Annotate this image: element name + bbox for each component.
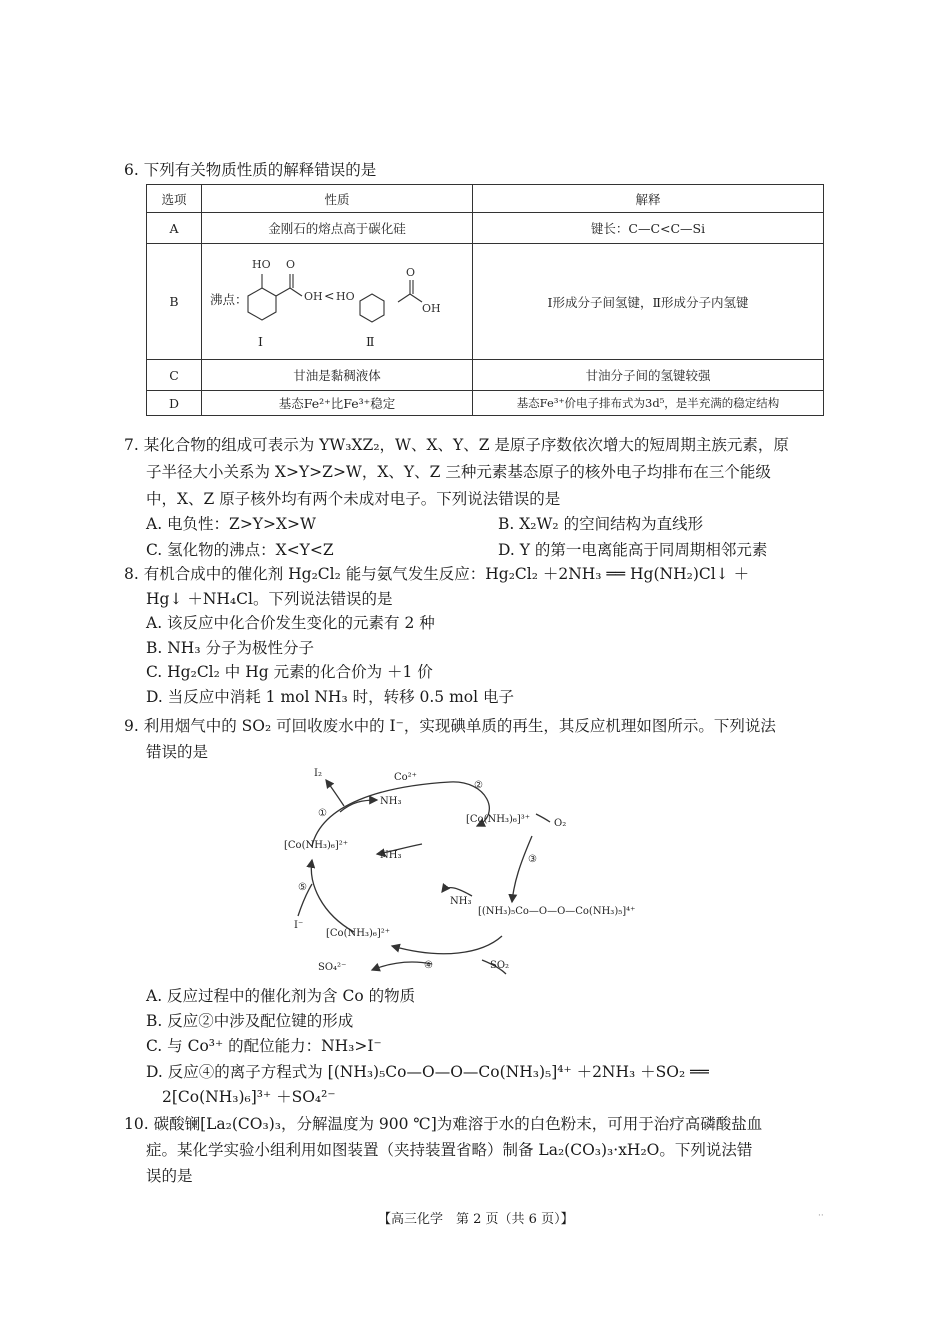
q10-line-3: 误的是: [146, 1167, 193, 1185]
arc-top: [312, 782, 489, 846]
benzene-ring-2: [360, 294, 384, 322]
step-1: ①: [318, 808, 327, 819]
row-b-property: [202, 244, 473, 360]
q9-line-2: 错误的是: [146, 743, 209, 761]
q6-table: [146, 184, 824, 416]
label-complex-c: [(NH₃)₅Co—O—O—Co(NH₃)₅]⁴⁺: [478, 906, 636, 917]
table-row: [147, 244, 824, 360]
mol1-oh: OH: [304, 290, 323, 303]
label-nh3-a: NH₃: [380, 796, 402, 807]
mol2-ho: HO: [336, 290, 355, 303]
label-co2: Co²⁺: [394, 772, 417, 783]
label-complex-b: [Co(NH₃)₆]³⁺: [466, 814, 531, 825]
step-3: ③: [528, 854, 537, 865]
label-i: Ⅰ: [258, 334, 263, 349]
q9-option-d-line-1: D. 反应④的离子方程式为 [(NH₃)₅Co—O—O—Co(NH₃)₅]⁴⁺ ＋2NH₃ ＋SO₂ ══: [146, 1063, 709, 1081]
q10-line-2: 症。某化学实验小组利用如图装置（夹持装置省略）制备 La₂(CO₃)₃·xH₂O。下列说法错: [146, 1141, 753, 1159]
q7-option-a: A. 电负性：Z>Y>X>W: [146, 515, 316, 533]
q8-option-a: A. 该反应中化合价发生变化的元素有 2 种: [146, 614, 435, 632]
q9-option-b: B. 反应②中涉及配位键的形成: [146, 1012, 354, 1030]
row-b-explanation: Ⅰ形成分子间氢键，Ⅱ形成分子内氢键: [473, 244, 824, 360]
row-a-option: A: [147, 213, 202, 244]
mol1-ho: HO: [252, 258, 271, 271]
q7-option-d: D. Y 的第一电离能高于同周期相邻元素: [498, 541, 768, 559]
label-nh3-c: NH₃: [450, 896, 472, 907]
row-c-option: C: [147, 360, 202, 391]
label-i2: I₂: [314, 768, 322, 779]
q7-option-b: B. X₂W₂ 的空间结构为直线形: [498, 515, 704, 533]
step-5: ⑤: [298, 882, 307, 893]
row-c-explanation: 甘油分子间的氢键较强: [473, 360, 824, 391]
page-footer: 【高三化学 第 2 页（共 6 页）】: [378, 1212, 574, 1227]
label-iminus: I⁻: [294, 920, 304, 931]
step-4: ④: [424, 960, 433, 971]
label-so4: SO₄²⁻: [318, 962, 347, 973]
label-ii: Ⅱ: [366, 334, 375, 349]
label-nh3-b: NH₃: [380, 850, 402, 861]
mol2-o: O: [406, 266, 416, 279]
row-b-option: B: [147, 244, 202, 360]
row-a-explanation: 键长：C—C<C—Si: [473, 213, 824, 244]
reaction-cycle-diagram: [282, 764, 672, 982]
table-row: [147, 213, 824, 244]
mol1-o: O: [286, 258, 296, 271]
label-so2: SO₂: [490, 960, 510, 971]
q9-option-d-line-2: 2[Co(NH₃)₆]³⁺ ＋SO₄²⁻: [162, 1088, 336, 1106]
table-header-row: [147, 185, 824, 213]
q7-line-2: 子半径大小关系为 X>Y>Z>W，X、Y、Z 三种元素基态原子的核外电子均排布在三个能级: [146, 463, 771, 481]
row-d-property: 基态Fe²⁺比Fe³⁺稳定: [202, 391, 473, 416]
corner-mark: ··: [818, 1211, 824, 1221]
row-d-option: D: [147, 391, 202, 416]
q9-option-a: A. 反应过程中的催化剂为含 Co 的物质: [146, 987, 416, 1005]
q9-line-1: 9. 利用烟气中的 SO₂ 可回收废水中的 I⁻，实现碘单质的再生，其反应机理如图所示。下列说法: [124, 717, 776, 735]
label-complex-d: [Co(NH₃)₆]²⁺: [326, 928, 391, 939]
q7-option-c: C. 氢化物的沸点：X<Y<Z: [146, 541, 334, 559]
row-a-property: 金刚石的熔点高于碳化硅: [202, 213, 473, 244]
step-2: ②: [474, 780, 483, 791]
label-complex-a: [Co(NH₃)₆]²⁺: [284, 840, 349, 851]
q10-line-1: 10. 碳酸镧[La₂(CO₃)₃，分解温度为 900 ℃]为难溶于水的白色粉末，可用于治疗高磷酸盐血: [124, 1115, 763, 1133]
table-row: [147, 360, 824, 391]
header-property: 性质: [202, 185, 473, 213]
row-c-property: 甘油是黏稠液体: [202, 360, 473, 391]
benzene-ring-1: [248, 288, 276, 320]
q6-stem: 6. 下列有关物质性质的解释错误的是: [124, 161, 377, 179]
q8-option-c: C. Hg₂Cl₂ 中 Hg 元素的化合价为 ＋1 价: [146, 663, 433, 681]
row-d-explanation: 基态Fe³⁺价电子排布式为3d⁵，是半充满的稳定结构: [473, 391, 824, 416]
q8-line-1: 8. 有机合成中的催化剂 Hg₂Cl₂ 能与氨气发生反应：Hg₂Cl₂ ＋2NH₃ ══ Hg(NH₂)Cl↓ ＋: [124, 565, 750, 583]
q9-option-c: C. 与 Co³⁺ 的配位能力：NH₃>I⁻: [146, 1037, 382, 1055]
arc-right: [512, 836, 532, 902]
q8-option-d: D. 当反应中消耗 1 mol NH₃ 时，转移 0.5 mol 电子: [146, 688, 514, 706]
label-o2: O₂: [554, 818, 567, 829]
q7-line-3: 中，X、Z 原子核外均有两个未成对电子。下列说法错误的是: [146, 490, 561, 508]
table-row: [147, 391, 824, 416]
arc-bottom: [392, 936, 502, 954]
q8-line-2: Hg↓ ＋NH₄Cl。下列说法错误的是: [146, 590, 393, 608]
boiling-point-label: 沸点：: [210, 292, 248, 307]
header-option: 选项: [147, 185, 202, 213]
mol2-oh: OH: [422, 302, 441, 315]
arc-left: [311, 860, 354, 932]
q8-option-b: B. NH₃ 分子为极性分子: [146, 639, 314, 657]
q7-line-1: 7. 某化合物的组成可表示为 YW₃XZ₂，W、X、Y、Z 是原子序数依次增大的短周期主族元素，原: [124, 436, 789, 454]
header-explanation: 解释: [473, 185, 824, 213]
compare-sign: <: [324, 288, 335, 303]
